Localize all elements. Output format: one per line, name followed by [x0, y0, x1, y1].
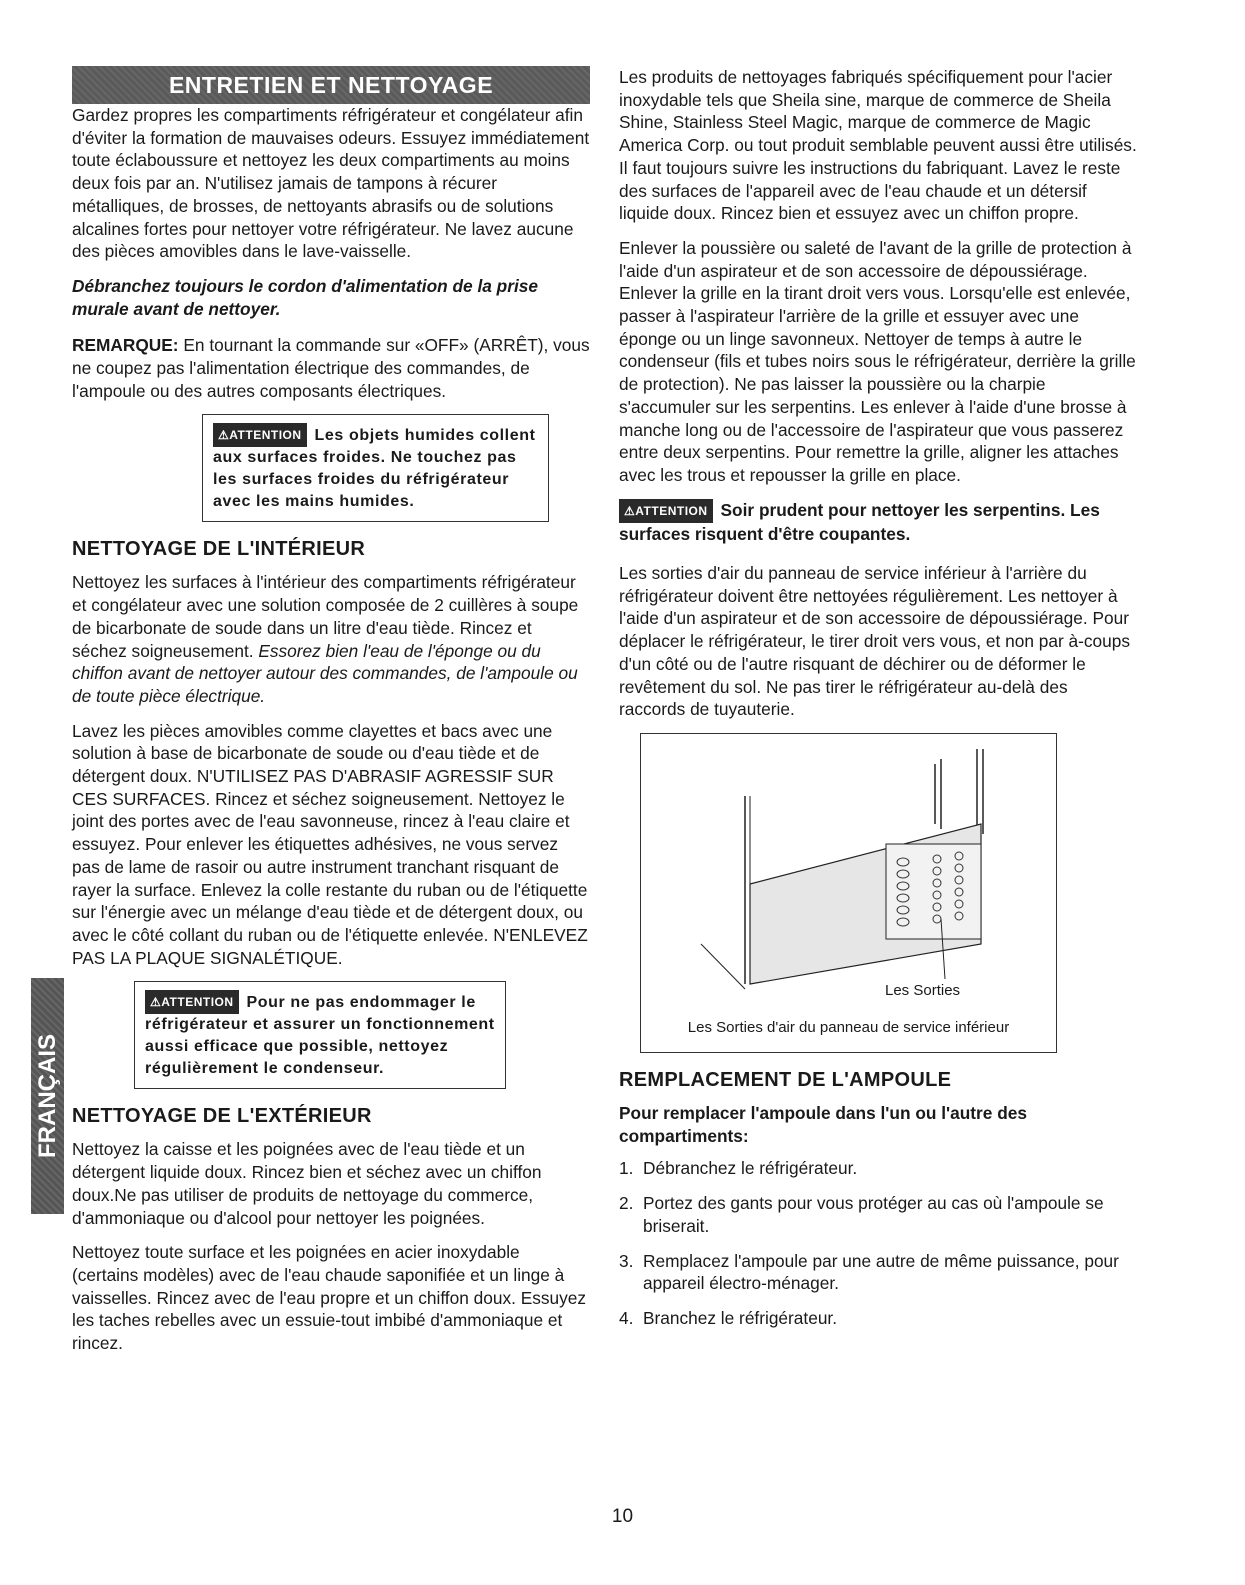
bulb-heading: REMPLACEMENT DE L'AMPOULE	[619, 1068, 952, 1091]
step-item	[619, 1307, 1137, 1330]
step-number: 2.	[619, 1193, 634, 1214]
interior-paragraph-2: Lavez les pièces amovibles comme clayettes et bacs avec une solution à base de bicarbonate de soude ou d'eau tiède et de détergent doux. N'UTILISEZ PAS D'ABRASIF AGRESSIF SUR CES SURFACES. Rincez et séchez soigneusement. Nettoyez le joint des portes avec de l'eau savonneuse, rincez à l'eau claire et essuyez. Pour enlever les étiquettes adhésives, ne vous servez pas de lame de rasoir ou autre instrument tranchant risquant de rayer la surface. Enlevez la colle restante du ruban ou de l'étiquette sur l'énergie avec un mélange d'eau tiède et de détergent doux, ou avec le côté collant du ruban ou de l'étiquette enlevée. N'ENLEVEZ PAS LA PLAQUE SIGNALÉTIQUE.	[72, 720, 588, 968]
vent-diagram	[641, 734, 1056, 1052]
note-text: En tournant la commande sur «OFF» (ARRÊT), vous ne coupez pas l'alimentation électrique des commandes, de l'ampoule ou des autres composants électriques.	[72, 335, 590, 401]
exterior-paragraph-2: Nettoyez toute surface et les poignées en acier inoxydable (certains modèles) avec de l'eau chaude saponifiée et un linge à vaisselles. Rincez avec de l'eau propre et un chiffon doux. Essuyez les taches rebelles avec un essuie-tout imbibé d'ammoniaque et rincez.	[72, 1242, 587, 1354]
step-item	[619, 1157, 1137, 1180]
grille-paragraph: Enlever la poussière ou saleté de l'avant de la grille de protection à l'aide d'un aspirateur et de son accessoire de dépoussiérage. Enlever la grille en la tirant droit vers vous. Lorsqu'elle est enlevée, passer à l'aspirateur l'arrière de la grille et essuyer avec une éponge ou un linge savonneux. Nettoyer de temps à autre le condenseur (fils et tubes noirs sous le réfrigérateur, derrière la grille de protection). Ne pas laisser la poussière ou la charpie s'accumuler sur les serpentins. Les enlever à l'aide d'une brosse à manche long ou de l'accessoire de l'aspirateur que vous passerez entre deux serpentins. Pour remettre la grille, aligner les attaches avec les trous et repousser la grille en place.	[619, 237, 1136, 485]
vents-label: Les Sorties	[885, 981, 961, 999]
coil-caution	[619, 499, 1137, 546]
step-item	[619, 1192, 1137, 1237]
attention-text: Les objets humides collent aux surfaces froides. Ne touchez pas les surfaces froides du réfrigérateur avec les mains humides.	[213, 427, 536, 511]
step-text: Débranchez le réfrigérateur.	[643, 1158, 858, 1179]
step-text: Branchez le réfrigérateur.	[643, 1307, 838, 1328]
figure-caption: Les Sorties d'air du panneau de service inférieur	[687, 1018, 1010, 1036]
language-tab	[31, 978, 64, 1214]
page-number: 10	[611, 1506, 634, 1527]
unplug-warning: Débranchez toujours le cordon d'alimentation de la prise murale avant de nettoyer.	[72, 275, 538, 319]
attention-box-condenser	[134, 981, 506, 1089]
bulb-steps	[619, 1157, 1137, 1329]
interior-italic: Essorez bien l'eau de l'éponge ou du chiffon avant de nettoyer autour des commandes, de l'ampoule ou de toute pièce électrique.	[72, 640, 578, 706]
step-text: Portez des gants pour vous protéger au cas où l'ampoule se briserait.	[643, 1193, 1104, 1236]
attention-text: Pour ne pas endommager le réfrigérateur et assurer un fonctionnement aussi efficace que possible, nettoyez régulièrement le condenseur.	[145, 994, 495, 1078]
intro-paragraph: Gardez propres les compartiments réfrigérateur et congélateur afin d'éviter la formation de mauvaises odeurs. Essuyez immédiatement toute éclaboussure et nettoyez les deux compartiments au moins deux fois par an. N'utilisez jamais de tampons à récurer métalliques, de brosses, de nettoyants abrasifs ou de solutions alcalines fortes pour nettoyer votre réfrigérateur. Ne lavez aucune des pièces amovibles dans le lave-vaisselle.	[72, 105, 590, 262]
coil-caution-text: Soir prudent pour nettoyer les serpentins. Les surfaces risquent d'être coupantes.	[619, 499, 1100, 545]
note-paragraph	[72, 334, 590, 402]
attention-box-humid	[202, 414, 549, 522]
exterior-paragraph-1: Nettoyez la caisse et les poignées avec de l'eau tiède et un détergent liquide doux. Rincez bien et séchez avec un chiffon doux.Ne pas utiliser de produits de nettoyage du commerce, d'ammoniaque ou d'alcool pour nettoyer les poignées.	[72, 1139, 542, 1228]
exterior-heading: NETTOYAGE DE L'EXTÉRIEUR	[72, 1105, 372, 1128]
bulb-subheading: Pour remplacer l'ampoule dans l'un ou l'autre des compartiments:	[619, 1102, 1027, 1146]
step-number: 4.	[619, 1307, 634, 1328]
step-item	[619, 1250, 1137, 1295]
stainless-paragraph: Les produits de nettoyages fabriqués spécifiquement pour l'acier inoxydable tels que Sheila sine, marque de commerce de Sheila Shine, Stainless Steel Magic, marque de commerce de Magic America Corp. ou tout produit semblable peuvent aussi être utilisés. Il faut toujours suivre les instructions du fabriquant. Lavez le reste des surfaces de l'appareil avec de l'eau chaude et un détersif liquide doux. Rincez bien et essuyez avec un chiffon propre.	[619, 67, 1137, 224]
right-column	[619, 66, 1137, 1342]
vent-illustration	[640, 733, 1057, 1053]
attention-badge: ⚠ATTENTION	[145, 990, 239, 1014]
interior-paragraph-1	[72, 571, 590, 707]
vents-paragraph: Les sorties d'air du panneau de service inférieur à l'arrière du réfrigérateur doivent être nettoyées régulièrement. Les nettoyer à l'aide d'un aspirateur et de son accessoire de dépoussiérage. Pour déplacer le réfrigérateur, le tirer droit vers vous, et non par à-coups d'un côté ou de l'autre risquant de déchirer ou de déformer le revêtement du sol. Ne pas tirer le réfrigérateur au-delà des raccords de tuyauterie.	[619, 563, 1131, 720]
section-banner: ENTRETIEN ET NETTOYAGE	[72, 66, 590, 104]
step-text: Remplacez l'ampoule par une autre de même puissance, pour appareil électro-ménager.	[643, 1250, 1119, 1294]
language-tab-label: FRANÇAIS	[33, 1034, 61, 1158]
left-column	[72, 66, 590, 1367]
attention-badge: ⚠ATTENTION	[619, 499, 713, 524]
note-label: REMARQUE:	[72, 335, 179, 356]
attention-badge: ⚠ATTENTION	[213, 423, 307, 447]
step-number: 3.	[619, 1250, 634, 1271]
interior-heading: NETTOYAGE DE L'INTÉRIEUR	[72, 538, 366, 561]
step-number: 1.	[619, 1158, 634, 1179]
interior-text: Nettoyez les surfaces à l'intérieur des compartiments réfrigérateur et congélateur avec une solution composée de 2 cuillères à soupe de bicarbonate de soude dans un litre d'eau tiède. Rincez et séchez soigneusement.	[72, 572, 579, 661]
